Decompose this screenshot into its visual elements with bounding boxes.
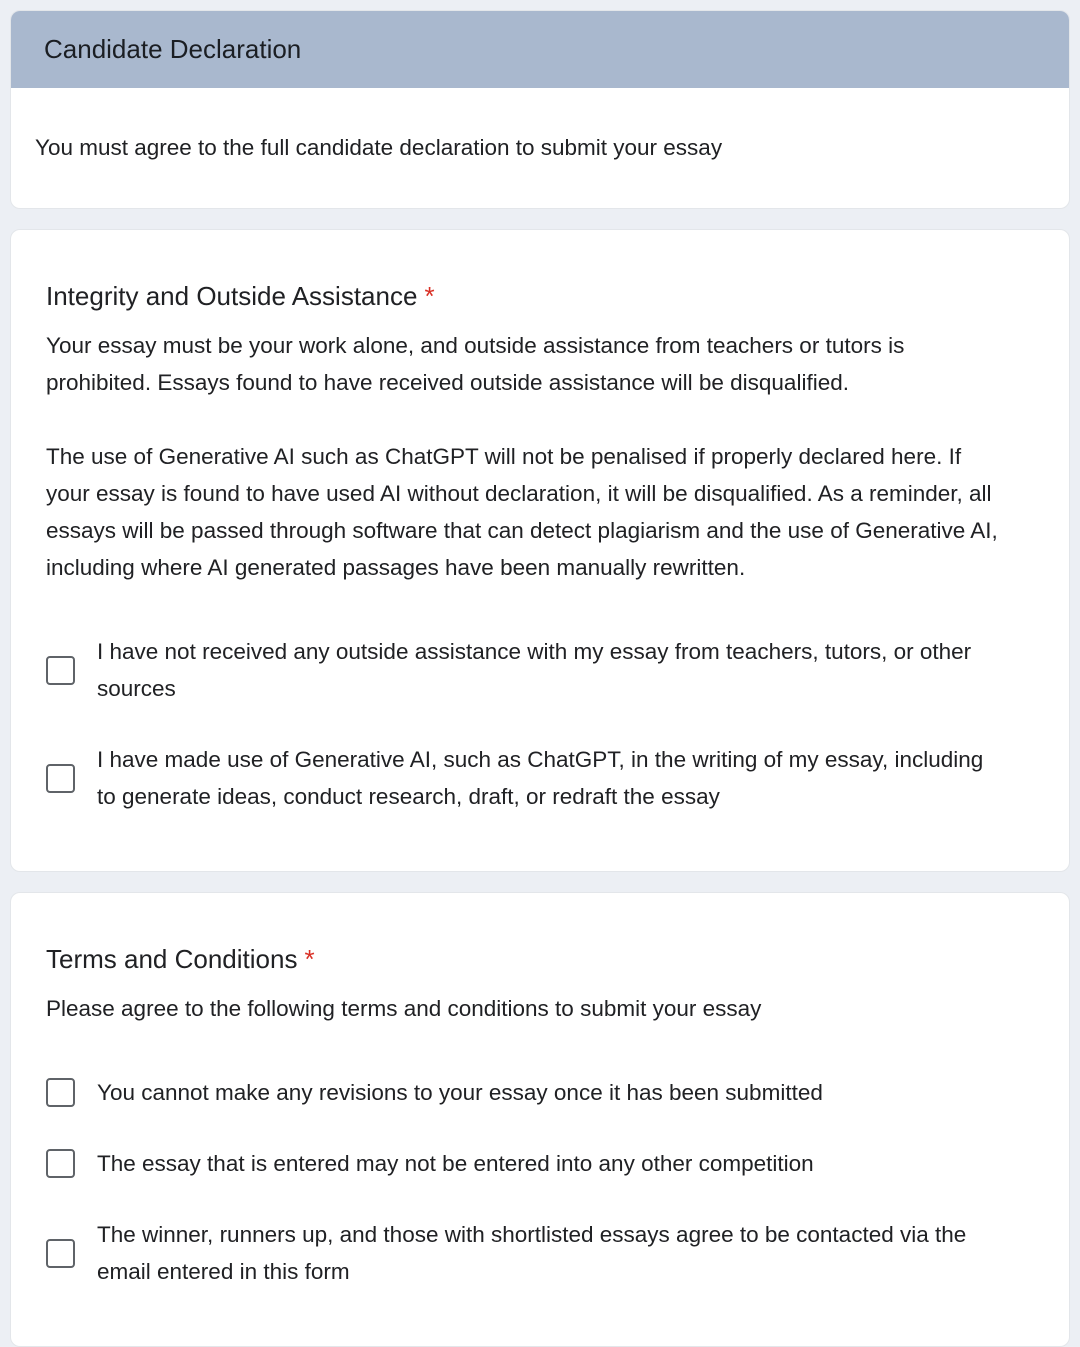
required-asterisk: *: [424, 281, 435, 311]
option-agree-contact-email[interactable]: [46, 1216, 1009, 1290]
option-no-other-competition[interactable]: [46, 1145, 1009, 1182]
option-label: You cannot make any revisions to your essay once it has been submitted: [97, 1080, 823, 1105]
section-title: Candidate Declaration: [44, 34, 302, 64]
option-label: The essay that is entered may not be entered into any other competition: [97, 1151, 814, 1176]
option-label: I have not received any outside assistance with my essay from teachers, tutors, or other sources: [97, 639, 972, 701]
checkbox-unchecked-icon[interactable]: [46, 764, 75, 793]
question-card-integrity: [10, 229, 1070, 872]
checkbox-option-list: [46, 1074, 1009, 1290]
question-description-paragraph: Please agree to the following terms and conditions to submit your essay: [46, 996, 762, 1021]
question-description: [46, 327, 1009, 586]
question-title-text: Terms and Conditions: [46, 944, 298, 974]
section-header-card: [10, 10, 1070, 209]
checkbox-unchecked-icon[interactable]: [46, 656, 75, 685]
checkbox-unchecked-icon[interactable]: [46, 1149, 75, 1178]
option-used-generative-ai[interactable]: [46, 741, 1009, 815]
section-header-body: [11, 88, 1069, 208]
option-no-outside-assistance[interactable]: [46, 633, 1009, 707]
checkbox-unchecked-icon[interactable]: [46, 1078, 75, 1107]
option-no-revisions[interactable]: [46, 1074, 1009, 1111]
checkbox-option-list: [46, 633, 1009, 815]
question-description-paragraph: The use of Generative AI such as ChatGPT will not be penalised if properly declared here. If your essay is found to have used AI without declaration, it will be disqualified. As a reminder, all essays will be passed through software that can detect plagiarism and the use of Generative AI, including where AI generated passages have been manually rewritten.: [46, 444, 998, 580]
section-description: You must agree to the full candidate declaration to submit your essay: [35, 135, 723, 160]
question-title-text: Integrity and Outside Assistance: [46, 281, 418, 311]
question-card-terms: [10, 892, 1070, 1347]
option-label: The winner, runners up, and those with shortlisted essays agree to be contacted via the email entered in this form: [97, 1222, 967, 1284]
question-title: [46, 942, 1009, 976]
option-label: I have made use of Generative AI, such as ChatGPT, in the writing of my essay, including to generate ideas, conduct research, draft, or redraft the essay: [97, 747, 984, 809]
question-description-paragraph: Your essay must be your work alone, and outside assistance from teachers or tutors is prohibited. Essays found to have received outside assistance will be disqualified.: [46, 333, 905, 395]
question-description: [46, 990, 1009, 1027]
section-header-band: [11, 11, 1069, 88]
required-asterisk: *: [304, 944, 315, 974]
checkbox-unchecked-icon[interactable]: [46, 1239, 75, 1268]
question-title: [46, 279, 1009, 313]
